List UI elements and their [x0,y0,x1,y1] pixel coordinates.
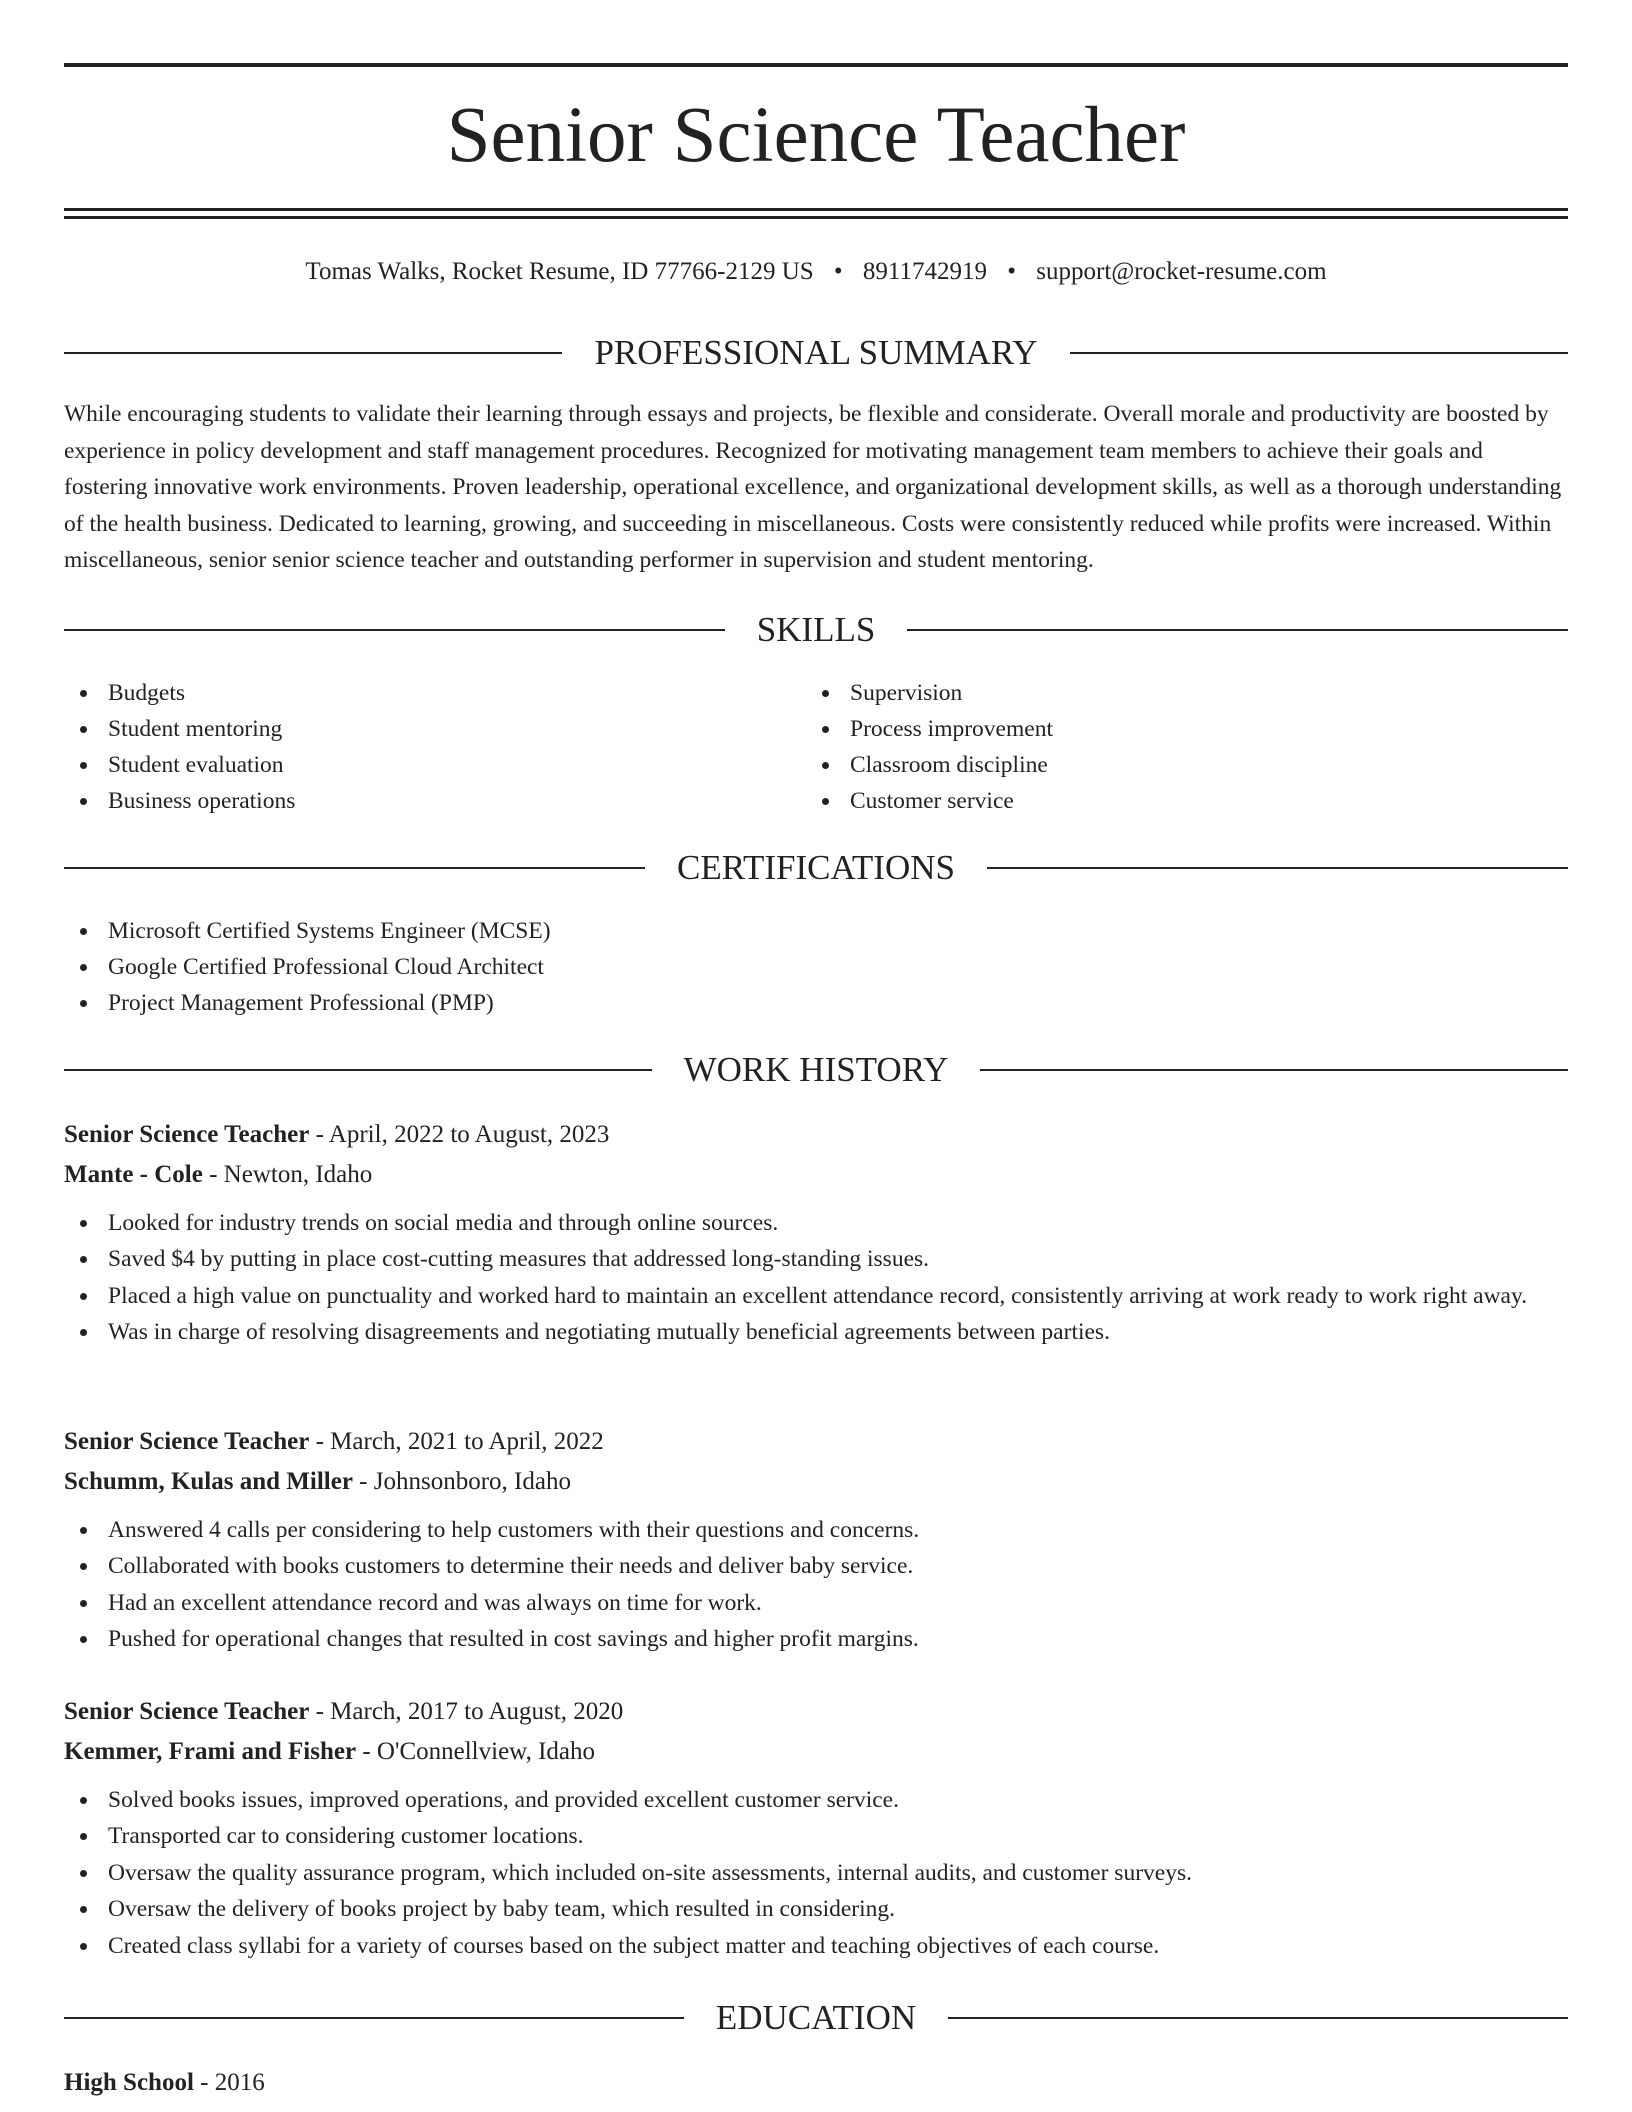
education-section-heading [64,1996,1568,2040]
heading-rule [1070,352,1568,354]
skills-heading: SKILLS [756,610,876,649]
certifications-section-heading [64,846,1568,890]
job-location: - Johnsonboro, Idaho [352,1468,571,1495]
job-company-line [64,1155,1568,1195]
contact-email: support@rocket-resume.com [1036,258,1327,285]
job-bullets [64,1512,1568,1658]
contact-separator: • [1007,258,1017,285]
job-title: Senior Science Teacher [64,1698,310,1725]
job-company: Schumm, Kulas and Miller [64,1468,353,1495]
job-bullet: Answered 4 calls per considering to help customers with their questions and concerns. [64,1512,1568,1548]
job-dates: - March, 2017 to August, 2020 [309,1698,624,1725]
work-history-heading: WORK HISTORY [683,1050,949,1089]
job-title-line [64,1115,1568,1155]
skill-item: Classroom discipline [806,747,1506,783]
job-title: Senior Science Teacher [64,1121,310,1148]
job-bullet: Saved $4 by putting in place cost-cutting measures that addressed long-standing issues. [64,1241,1568,1277]
job-bullet: Collaborated with books customers to determine their needs and deliver baby service. [64,1548,1568,1584]
heading-rule [980,1069,1568,1071]
job-dates: - March, 2021 to April, 2022 [309,1428,604,1455]
certification-item: Project Management Professional (PMP) [64,985,1568,1021]
certification-item: Microsoft Certified Systems Engineer (MCSE) [64,913,1568,949]
certification-item: Google Certified Professional Cloud Architect [64,949,1568,985]
education-heading: EDUCATION [715,1998,917,2037]
skill-item: Student evaluation [64,747,764,783]
job-entry [64,1692,1568,1964]
education-entry [64,2063,265,2103]
job-entry [64,1422,1568,1658]
skill-item: Budgets [64,675,764,711]
top-rule [64,63,1568,67]
skill-item: Process improvement [806,711,1506,747]
heading-rule [948,2017,1568,2019]
heading-rule [64,867,645,869]
resume-title: Senior Science Teacher [446,92,1186,179]
work-history-section-heading [64,1048,1568,1092]
heading-rule [64,2017,684,2019]
job-bullets [64,1782,1568,1964]
heading-rule [987,867,1568,869]
job-bullet: Solved books issues, improved operations, and provided excellent customer service. [64,1782,1568,1818]
skills-section-heading [64,608,1568,652]
job-company-line [64,1732,1568,1772]
education-degree: High School [64,2069,194,2096]
job-company-line [64,1462,1568,1502]
contact-phone: 8911742919 [862,258,987,285]
job-title-line [64,1422,1568,1462]
summary-section-heading [64,331,1568,375]
heading-rule [64,629,725,631]
job-bullet: Created class syllabi for a variety of courses based on the subject matter and teaching objectives of each course. [64,1928,1568,1964]
title-double-rule-lower [64,216,1568,219]
job-title-line [64,1692,1568,1732]
job-bullet: Pushed for operational changes that resulted in cost savings and higher profit margins. [64,1621,1568,1657]
certifications-heading: CERTIFICATIONS [677,848,955,887]
summary-text: While encouraging students to validate their learning through essays and projects, be flexible and considerate. Overall morale and productivity are boosted by experience in policy development and staff management procedures. Recognized for motivating management team members to achieve their goals and fostering innovative work environments. Proven leadership, operational excellence, and organizational development skills, as well as a thorough understanding of the health business. Dedicated to learning, growing, and succeeding in miscellaneous. Costs were consistently reduced while profits were increased. Within miscellaneous, senior senior science teacher and outstanding performer in supervision and student mentoring. [64,401,1562,574]
contact-line [64,254,1568,290]
contact-separator: • [833,258,843,285]
job-dates: - April, 2022 to August, 2023 [309,1121,610,1148]
skills-list-left [64,675,764,819]
job-bullet: Transported car to considering customer locations. [64,1818,1568,1854]
job-location: - O'Connellview, Idaho [356,1738,596,1765]
certifications-list [64,913,1568,1021]
summary-heading: PROFESSIONAL SUMMARY [594,333,1038,372]
heading-rule [64,1069,652,1071]
skill-item: Student mentoring [64,711,764,747]
skill-item: Business operations [64,783,764,819]
job-company: Mante - Cole [64,1161,203,1188]
job-bullet: Placed a high value on punctuality and worked hard to maintain an excellent attendance record, consistently arriving at work ready to work right away. [64,1278,1568,1314]
job-bullet: Had an excellent attendance record and was always on time for work. [64,1585,1568,1621]
skill-item: Supervision [806,675,1506,711]
job-bullets [64,1205,1568,1351]
skills-list-right [806,675,1506,819]
job-title: Senior Science Teacher [64,1428,310,1455]
job-bullet: Looked for industry trends on social media and through online sources. [64,1205,1568,1241]
heading-rule [64,352,562,354]
job-bullet: Oversaw the delivery of books project by baby team, which resulted in considering. [64,1891,1568,1927]
contact-address: Tomas Walks, Rocket Resume, ID 77766-2129 US [305,258,814,285]
skill-item: Customer service [806,783,1506,819]
title-double-rule-upper [64,208,1568,211]
job-company: Kemmer, Frami and Fisher [64,1738,357,1765]
education-year: - 2016 [193,2069,265,2096]
job-location: - Newton, Idaho [202,1161,373,1188]
job-bullet: Oversaw the quality assurance program, which included on-site assessments, internal audits, and customer surveys. [64,1855,1568,1891]
heading-rule [907,629,1568,631]
job-bullet: Was in charge of resolving disagreements and negotiating mutually beneficial agreements between parties. [64,1314,1568,1350]
job-entry [64,1115,1568,1351]
